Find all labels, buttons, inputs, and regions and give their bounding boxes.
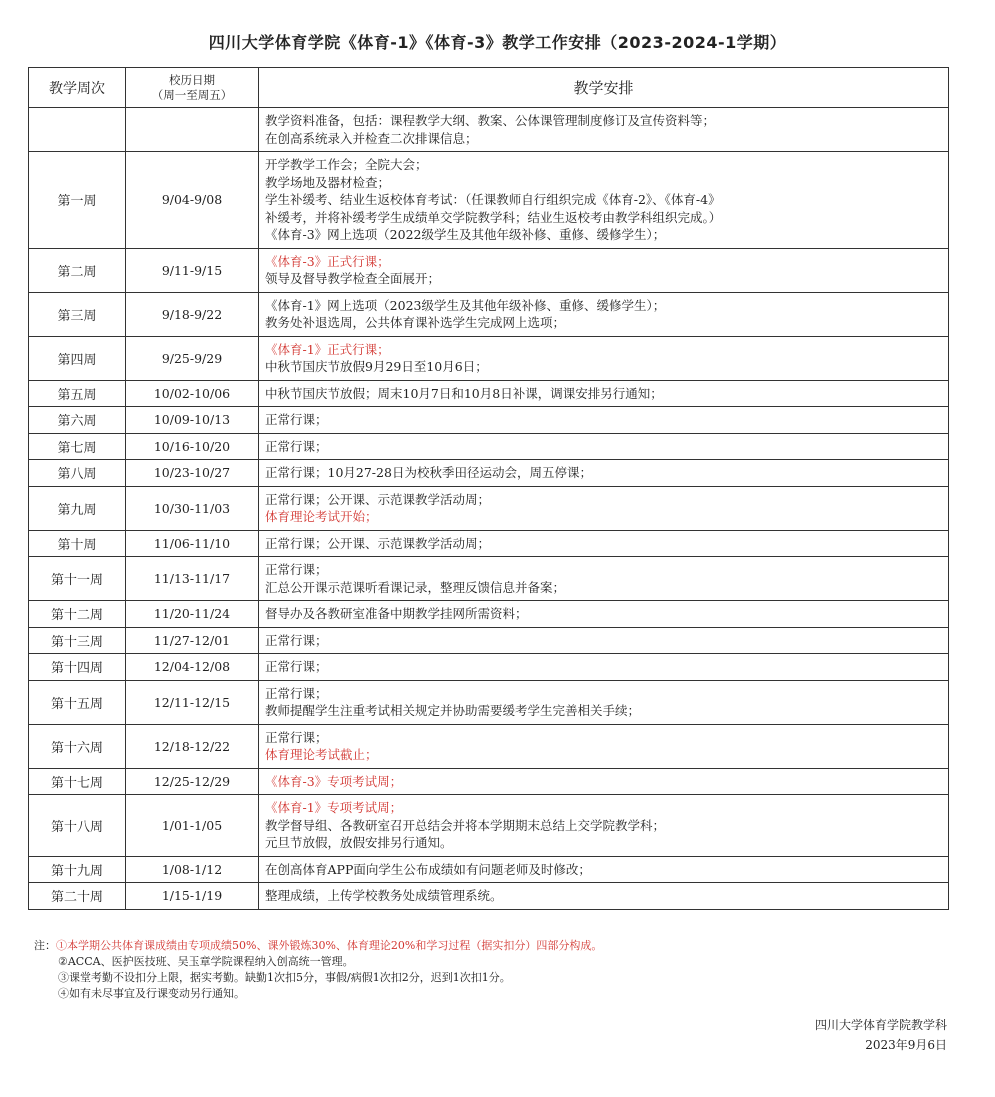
plan-cell [259, 883, 949, 910]
plan-cell [259, 152, 949, 249]
date-cell: 12/04-12/08 [126, 654, 259, 681]
header-week: 教学周次 [29, 68, 126, 108]
plan-cell [259, 557, 949, 601]
plan-line: 在创高体育APP面向学生公布成绩如有问题老师及时修改； [265, 861, 591, 877]
notes-prefix: 注： [34, 939, 56, 952]
note-item: ③课堂考勤不设扣分上限，据实考勤。缺勤1次扣5分，事假/病假1次扣2分，迟到1次扣1分。 [58, 971, 511, 984]
table-row [29, 380, 949, 407]
plan-line: 整理成绩，上传学校教务处成绩管理系统。 [265, 888, 503, 903]
week-cell: 第十三周 [29, 627, 126, 654]
plan-line: 正常行课； [265, 729, 328, 745]
schedule-table [28, 67, 949, 910]
plan-cell [259, 724, 949, 768]
date-cell: 1/08-1/12 [126, 856, 259, 883]
date-cell: 9/11-9/15 [126, 248, 259, 292]
date-cell: 12/25-12/29 [126, 768, 259, 795]
week-cell: 第一周 [29, 152, 126, 249]
table-row [29, 883, 949, 910]
table-row [29, 795, 949, 857]
plan-line: 汇总公开课示范课听看课记录，整理反馈信息并备案； [265, 579, 566, 595]
table-row [29, 248, 949, 292]
week-cell: 第十六周 [29, 724, 126, 768]
plan-line: 开学教学工作会；全院大会； [265, 157, 428, 172]
plan-line: 《体育-3》正式行课； [265, 253, 390, 269]
plan-cell [259, 601, 949, 628]
signature-org: 四川大学体育学院教学科 [814, 1018, 947, 1032]
table-row [29, 530, 949, 557]
date-cell: 10/30-11/03 [126, 486, 259, 530]
table-row [29, 856, 949, 883]
plan-cell [259, 530, 949, 557]
plan-line: 体育理论考试截止； [265, 747, 378, 762]
plan-cell [259, 248, 949, 292]
date-cell: 10/02-10/06 [126, 380, 259, 407]
date-cell: 12/18-12/22 [126, 724, 259, 768]
week-cell: 第二十周 [29, 883, 126, 910]
week-cell: 第九周 [29, 486, 126, 530]
plan-cell [259, 627, 949, 654]
week-cell: 第四周 [29, 336, 126, 380]
week-cell: 第三周 [29, 292, 126, 336]
plan-line: 《体育-1》正式行课； [265, 341, 390, 357]
plan-cell [259, 380, 949, 407]
plan-line: 教学场地及器材检查； [265, 174, 391, 190]
table-row [29, 680, 949, 724]
plan-line: 《体育-3》网上选项（2022级学生及其他年级补修、重修、缓修学生）； [265, 227, 666, 242]
plan-cell [259, 768, 949, 795]
week-cell: 第十五周 [29, 680, 126, 724]
plan-line: 元旦节放假，放假安排另行通知。 [265, 835, 453, 850]
table-row [29, 152, 949, 249]
date-cell: 12/11-12/15 [126, 680, 259, 724]
week-cell: 第十四周 [29, 654, 126, 681]
date-cell: 11/06-11/10 [126, 530, 259, 557]
note-item: ④如有未尽事宜及行课变动另行通知。 [58, 987, 245, 1000]
table-row [29, 460, 949, 487]
plan-line: 正常行课； [265, 412, 328, 427]
plan-line: 中秋节国庆节放假；周末10月7日和10月8日补课，调课安排另行通知； [265, 385, 663, 401]
header-date-line1: 校历日期 [169, 72, 215, 87]
date-cell: 9/04-9/08 [126, 152, 259, 249]
date-cell: 9/25-9/29 [126, 336, 259, 380]
table-row [29, 654, 949, 681]
signature-date: 2023年9月6日 [865, 1038, 947, 1052]
note-item: ②ACCA、医护医技班、吴玉章学院课程纳入创高统一管理。 [58, 955, 354, 968]
plan-cell [259, 108, 949, 152]
plan-line: 《体育-1》网上选项（2023级学生及其他年级补修、重修、缓修学生）； [265, 297, 666, 313]
plan-line: 正常行课； [265, 685, 328, 701]
week-cell [29, 108, 126, 152]
table-row [29, 724, 949, 768]
table-row [29, 627, 949, 654]
week-cell: 第八周 [29, 460, 126, 487]
week-cell: 第十周 [29, 530, 126, 557]
week-cell: 第五周 [29, 380, 126, 407]
plan-line: 《体育-1》专项考试周； [265, 800, 403, 815]
plan-line: 正常行课； [265, 438, 328, 454]
plan-cell [259, 336, 949, 380]
week-cell: 第十二周 [29, 601, 126, 628]
date-cell: 9/18-9/22 [126, 292, 259, 336]
week-cell: 第十九周 [29, 856, 126, 883]
date-cell: 10/23-10/27 [126, 460, 259, 487]
table-row [29, 108, 949, 152]
plan-cell [259, 407, 949, 434]
week-cell: 第六周 [29, 407, 126, 434]
plan-line: 正常行课；10月27-28日为校秋季田径运动会，周五停课； [265, 465, 592, 480]
plan-cell [259, 292, 949, 336]
date-cell: 11/27-12/01 [126, 627, 259, 654]
header-date-line2: （周一至周五） [151, 87, 233, 102]
date-cell: 11/20-11/24 [126, 601, 259, 628]
note-first-line [34, 938, 602, 954]
plan-line: 正常行课；公开课、示范课教学活动周； [265, 535, 491, 551]
plan-cell [259, 486, 949, 530]
plan-line: 领导及督导教学检查全面展开； [265, 271, 441, 286]
date-cell: 10/16-10/20 [126, 433, 259, 460]
plan-line: 体育理论考试开始； [265, 509, 378, 524]
table-row [29, 292, 949, 336]
week-cell: 第十七周 [29, 768, 126, 795]
plan-line: 教学资料准备，包括：课程教学大纲、教案、公体课管理制度修订及宣传资料等； [265, 113, 716, 128]
header-plan: 教学安排 [259, 68, 949, 108]
note-item: ①本学期公共体育课成绩由专项成绩50%、课外锻炼30%、体育理论20%和学习过程（据实扣分）四部分构成。 [56, 939, 603, 952]
plan-line: 《体育-3》专项考试周； [265, 773, 403, 789]
date-cell: 11/13-11/17 [126, 557, 259, 601]
date-cell: 10/09-10/13 [126, 407, 259, 434]
week-cell: 第七周 [29, 433, 126, 460]
plan-line: 正常行课； [265, 562, 328, 577]
table-row [29, 768, 949, 795]
date-cell: 1/01-1/05 [126, 795, 259, 857]
plan-line: 正常行课； [265, 659, 328, 674]
document-title: 四川大学体育学院《体育-1》《体育-3》教学工作安排（2023-2024-1学期） [208, 33, 787, 52]
table-header-row [29, 68, 949, 108]
plan-cell [259, 680, 949, 724]
plan-line: 督导办及各教研室准备中期教学挂网所需资料； [265, 606, 528, 621]
plan-cell [259, 795, 949, 857]
plan-line: 学生补缓考、结业生返校体育考试：（任课教师自行组织完成《体育-2》、《体育-4》 [265, 192, 721, 207]
week-cell: 第十一周 [29, 557, 126, 601]
plan-line: 中秋节国庆节放假9月29日至10月6日； [265, 359, 488, 374]
week-cell: 第十八周 [29, 795, 126, 857]
table-row [29, 336, 949, 380]
date-cell: 1/15-1/19 [126, 883, 259, 910]
plan-cell [259, 460, 949, 487]
plan-line: 教务处补退选周，公共体育课补选学生完成网上选项； [265, 315, 566, 330]
notes [34, 938, 602, 1002]
table-row [29, 557, 949, 601]
plan-cell [259, 856, 949, 883]
table-row [29, 433, 949, 460]
week-cell: 第二周 [29, 248, 126, 292]
date-cell [126, 108, 259, 152]
plan-cell [259, 654, 949, 681]
plan-cell [259, 433, 949, 460]
plan-line: 在创高系统录入并检查二次排课信息； [265, 130, 478, 146]
plan-line: 补缓考，并将补缓考学生成绩单交学院教学科；结业生返校考由教学科组织完成。） [265, 209, 722, 225]
plan-line: 教师提醒学生注重考试相关规定并协助需要缓考学生完善相关手续； [265, 703, 641, 718]
table-row [29, 601, 949, 628]
table-row [29, 486, 949, 530]
table-row [29, 407, 949, 434]
plan-line: 正常行课；公开课、示范课教学活动周； [265, 491, 491, 507]
header-date [126, 68, 259, 108]
plan-line: 教学督导组、各教研室召开总结会并将本学期期末总结上交学院教学科； [265, 817, 666, 833]
plan-line: 正常行课； [265, 632, 328, 648]
